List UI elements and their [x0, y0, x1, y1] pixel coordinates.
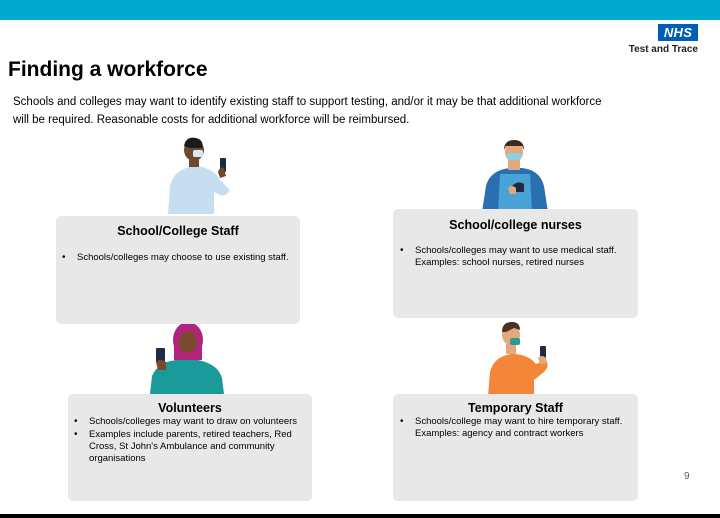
card-title: Volunteers [158, 401, 222, 415]
page-title: Finding a workforce [8, 58, 208, 81]
card-title: Temporary Staff [468, 401, 563, 415]
card-title: School/College Staff [117, 224, 239, 238]
volunteers-card [68, 394, 312, 501]
nhs-logo-subtitle: Test and Trace [628, 44, 698, 55]
bullet-list [400, 416, 632, 441]
person-with-headscarf-icon [144, 318, 228, 394]
bullet-item: • Schools/colleges may choose to use existing staff. [62, 252, 294, 264]
bullet-list [400, 245, 632, 270]
bullet-item: • Schools/colleges may want to use medical staff. Examples: school nurses, retired nurses [400, 245, 632, 269]
nhs-logo: NHS [658, 24, 698, 41]
page-number: 9 [684, 471, 690, 482]
bullet-list [62, 252, 294, 265]
bottom-rule [0, 514, 720, 518]
bullet-item: • Schools/college may want to hire temporary staff. Examples: agency and contract workers [400, 416, 632, 440]
bullet-item: • Examples include parents, retired teachers, Red Cross, St John's Ambulance and community organisations [74, 429, 306, 465]
school-college-nurses-card [393, 209, 638, 318]
nurse-with-mask-icon [478, 136, 552, 212]
bullet-item: • Schools/colleges may want to draw on volunteers [74, 416, 306, 428]
top-accent-bar [0, 0, 720, 20]
temporary-staff-card [393, 394, 638, 501]
person-with-phone-icon [160, 134, 240, 214]
bullet-list [74, 416, 306, 466]
card-title: School/college nurses [449, 218, 582, 232]
person-with-mask-icon [484, 320, 558, 396]
intro-text: Schools and colleges may want to identify existing staff to support testing, and/or it may be that additional workforce will be required. Reasonable costs for additional workforce will be reimbursed. [13, 96, 602, 126]
school-college-staff-card [56, 216, 300, 324]
